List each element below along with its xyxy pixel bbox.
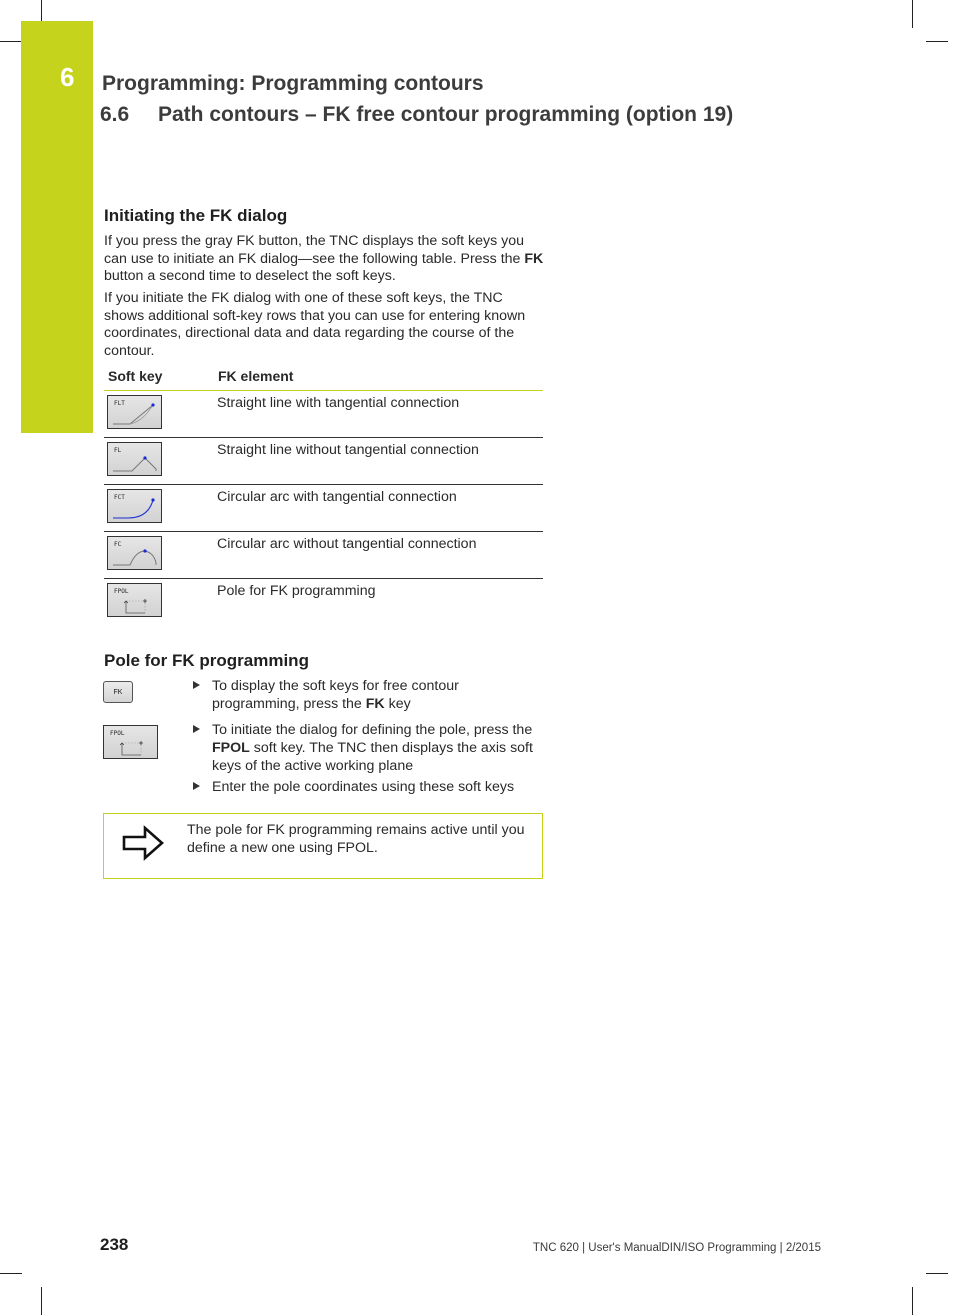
fpol-softkey-icon[interactable] — [103, 725, 158, 759]
softkey-table — [104, 366, 543, 625]
bold-text: FK — [524, 250, 544, 267]
fct-softkey-icon[interactable] — [107, 489, 162, 523]
flt-softkey-icon[interactable] — [107, 395, 162, 429]
text: If you press the gray FK button, the TNC displays the soft keys you can use to initiate an FK dialog—see the following table. Press the — [104, 233, 525, 267]
softkey-cell — [104, 578, 214, 625]
element-label: Circular arc without tangential connection — [214, 531, 543, 578]
section-title — [100, 103, 733, 127]
softkey-caption: FC — [114, 540, 122, 548]
note-text: The pole for FK programming remains active until you define a new one using FPOL. — [187, 822, 525, 856]
chapter-title: Programming: Programming contours — [102, 72, 484, 95]
fpol-softkey-icon[interactable] — [107, 583, 162, 617]
arrow-right-icon — [121, 824, 167, 867]
footer-text: TNC 620 | User's ManualDIN/ISO Programming | 2/2015 — [532, 1242, 821, 1254]
softkey-cell — [104, 390, 214, 437]
crop-mark — [41, 1287, 42, 1315]
chapter-number: 6 — [60, 62, 75, 92]
softkey-cell — [104, 531, 214, 578]
initiating-heading: Initiating the FK dialog — [104, 206, 288, 225]
element-label: Straight line without tangential connection — [214, 437, 543, 484]
bold-text: FK — [365, 696, 385, 712]
column-header-softkey: Soft key — [104, 366, 214, 390]
step-3 — [193, 778, 543, 796]
table-row — [104, 437, 543, 484]
crop-mark — [912, 0, 913, 28]
fc-softkey-icon[interactable] — [107, 536, 162, 570]
text: To display the soft keys for free contour programming, press the — [212, 678, 459, 712]
text: To initiate the dialog for defining the pole, press the — [212, 722, 533, 738]
text: key — [384, 696, 411, 712]
table-row — [104, 578, 543, 625]
table-row — [104, 390, 543, 437]
column-header-element: FK element — [214, 366, 543, 390]
step-text: Enter the pole coordinates using these soft keys — [212, 779, 515, 795]
step-2 — [193, 721, 543, 775]
fk-key-button[interactable]: FK — [103, 681, 133, 703]
crop-mark — [912, 1287, 913, 1315]
element-label: Pole for FK programming — [217, 582, 376, 599]
pole-heading: Pole for FK programming — [104, 651, 309, 670]
element-label: Circular arc with tangential connection — [214, 484, 543, 531]
element-label: Straight line with tangential connection — [214, 390, 543, 437]
initiating-paragraph-2: If you initiate the FK dialog with one of these soft keys, the TNC shows additional soft-key rows that you can use for entering known coordinates, directional data and data regarding the course of the contour. — [104, 290, 526, 359]
bullet-triangle-icon — [193, 681, 200, 689]
softkey-cell — [104, 484, 214, 531]
note-box — [103, 813, 543, 879]
softkey-caption: FPOL — [110, 730, 125, 737]
crop-mark — [0, 1273, 22, 1274]
fl-softkey-icon[interactable] — [107, 442, 162, 476]
section-title-text: Path contours – FK free contour programming (option 19) — [158, 103, 734, 126]
section-number: 6.6 — [100, 103, 130, 126]
crop-mark — [0, 41, 22, 42]
page-number: 238 — [100, 1235, 129, 1254]
softkey-caption: FL — [114, 446, 122, 454]
table-row — [104, 531, 543, 578]
crop-mark — [926, 41, 948, 42]
table-header — [104, 366, 543, 390]
softkey-caption: FPOL — [114, 587, 129, 595]
crop-mark — [926, 1273, 948, 1274]
bullet-triangle-icon — [193, 782, 200, 790]
softkey-caption: FCT — [114, 493, 125, 501]
chapter-tab — [21, 21, 93, 433]
text: button a second time to deselect the soft keys. — [104, 268, 396, 285]
initiating-paragraph-1 — [104, 233, 544, 286]
bold-text: FPOL — [212, 740, 250, 756]
step-text — [212, 677, 543, 713]
step-1 — [193, 677, 543, 713]
step-text — [212, 721, 543, 775]
softkey-cell — [104, 437, 214, 484]
text: soft key. The TNC then displays the axis soft keys of the active working plane — [212, 740, 533, 774]
bullet-triangle-icon — [193, 725, 200, 733]
table-row — [104, 484, 543, 531]
softkey-caption: FLT — [114, 399, 125, 407]
